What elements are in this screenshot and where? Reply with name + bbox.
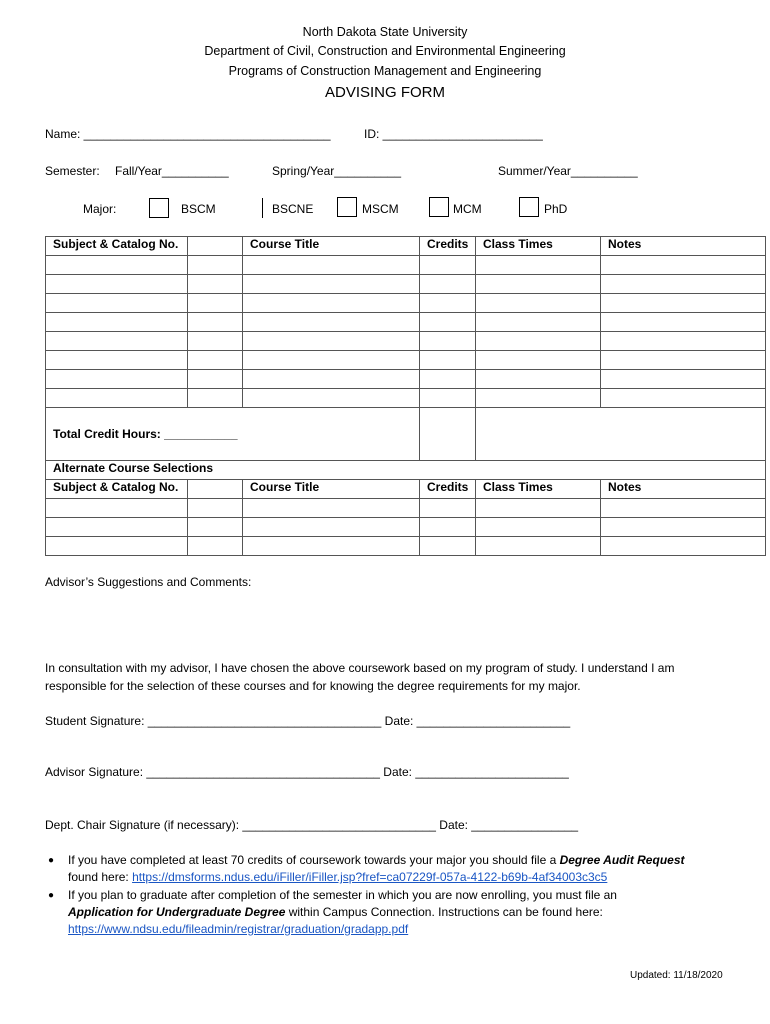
table-row[interactable] [46,332,766,351]
graduation-instructions: within Campus Connection. Instructions can be found here: [285,905,603,919]
form-title: ADVISING FORM [324,84,445,101]
total-credit-row [46,408,766,461]
graduation-line-2 [68,904,603,921]
table-row[interactable] [46,499,766,518]
phd-checkbox[interactable] [519,197,539,217]
consultation-line-1: In consultation with my advisor, I have chosen the above coursework based on my program of study. I understand I am [45,661,675,675]
student-signature-field[interactable]: Student Signature: ___________________________________ Date: _______________________ [45,714,571,728]
table-row[interactable] [46,313,766,332]
consultation-line-2: responsible for the selection of these courses and for knowing the degree requirements for my major. [45,679,581,693]
col-times-header: Class Times [476,237,601,256]
table-row[interactable] [46,256,766,275]
table-row[interactable] [46,389,766,408]
updated-date: Updated: 11/18/2020 [630,970,723,981]
col-blank-header [188,237,243,256]
col-notes-header: Notes [601,237,766,256]
alternate-table-header [46,480,766,499]
name-field-label[interactable]: Name: _____________________________________ [45,127,331,141]
graduation-line-1: If you plan to graduate after completion of the semester in which you are now enrolling, you must file an [68,888,617,902]
university-name: North Dakota State University [302,25,468,39]
bullet-icon: ● [48,890,55,901]
semester-label: Semester: [45,164,100,178]
bullet-icon: ● [48,855,55,866]
alternate-title-row [46,461,766,480]
advisor-comments-label: Advisor’s Suggestions and Comments: [45,575,252,589]
alt-col-subject-header: Subject & Catalog No. [46,480,188,499]
major-option-bscm: BSCM [181,202,216,216]
alt-col-blank-header [188,480,243,499]
table-row[interactable] [46,370,766,389]
course-table [45,236,766,556]
bscne-box-edge [262,198,263,218]
alt-col-times-header: Class Times [476,480,601,499]
table-row[interactable] [46,275,766,294]
graduation-link-line [68,921,408,938]
chair-signature-field[interactable]: Dept. Chair Signature (if necessary): _____________________________ Date: ________________ [45,818,579,832]
programs-name: Programs of Construction Management and Engineering [228,64,542,78]
table-row[interactable] [46,537,766,556]
alt-col-notes-header: Notes [601,480,766,499]
bscm-checkbox[interactable] [149,198,169,218]
mscm-checkbox[interactable] [337,197,357,217]
table-row[interactable] [46,518,766,537]
degree-audit-link-line [68,869,607,886]
major-option-mcm: MCM [453,202,482,216]
major-option-mscm: MSCM [362,202,399,216]
application-undergraduate-degree: Application for Undergraduate Degree [68,905,286,919]
mcm-checkbox[interactable] [429,197,449,217]
total-credit-cell[interactable] [420,408,476,461]
id-field-label[interactable]: ID: ________________________ [364,127,543,141]
summer-year-field[interactable]: Summer/Year__________ [498,164,638,178]
major-label: Major: [83,202,117,216]
spring-year-field[interactable]: Spring/Year__________ [272,164,402,178]
major-option-bscne: BSCNE [272,202,314,216]
degree-audit-found-here: found here: [68,870,133,884]
col-subject-header: Subject & Catalog No. [46,237,188,256]
course-table-header [46,237,766,256]
total-credit-label[interactable]: Total Credit Hours: ___________ [46,408,420,461]
table-row[interactable] [46,294,766,313]
alternate-title: Alternate Course Selections [46,461,766,480]
alt-col-title-header: Course Title [243,480,420,499]
col-credits-header: Credits [420,237,476,256]
major-option-phd: PhD [544,202,568,216]
table-row[interactable] [46,351,766,370]
department-name: Department of Civil, Construction and Environmental Engineering [204,44,566,58]
degree-audit-text [68,852,685,869]
degree-audit-pre: If you have completed at least 70 credits of coursework towards your major you should file a [68,853,560,867]
col-title-header: Course Title [243,237,420,256]
degree-audit-request: Degree Audit Request [559,853,685,867]
total-credit-extra [476,408,766,461]
alt-col-credits-header: Credits [420,480,476,499]
graduation-app-link[interactable]: https://www.ndsu.edu/fileadmin/registrar/graduation/gradapp.pdf [68,922,409,936]
fall-year-field[interactable]: Fall/Year__________ [115,164,229,178]
advisor-signature-field[interactable]: Advisor Signature: ___________________________________ Date: _______________________ [45,765,569,779]
degree-audit-link[interactable]: https://dmsforms.ndus.edu/iFiller/iFiller.jsp?fref=ca07229f-057a-4122-b69b-4af34003c3c5 [132,870,608,884]
